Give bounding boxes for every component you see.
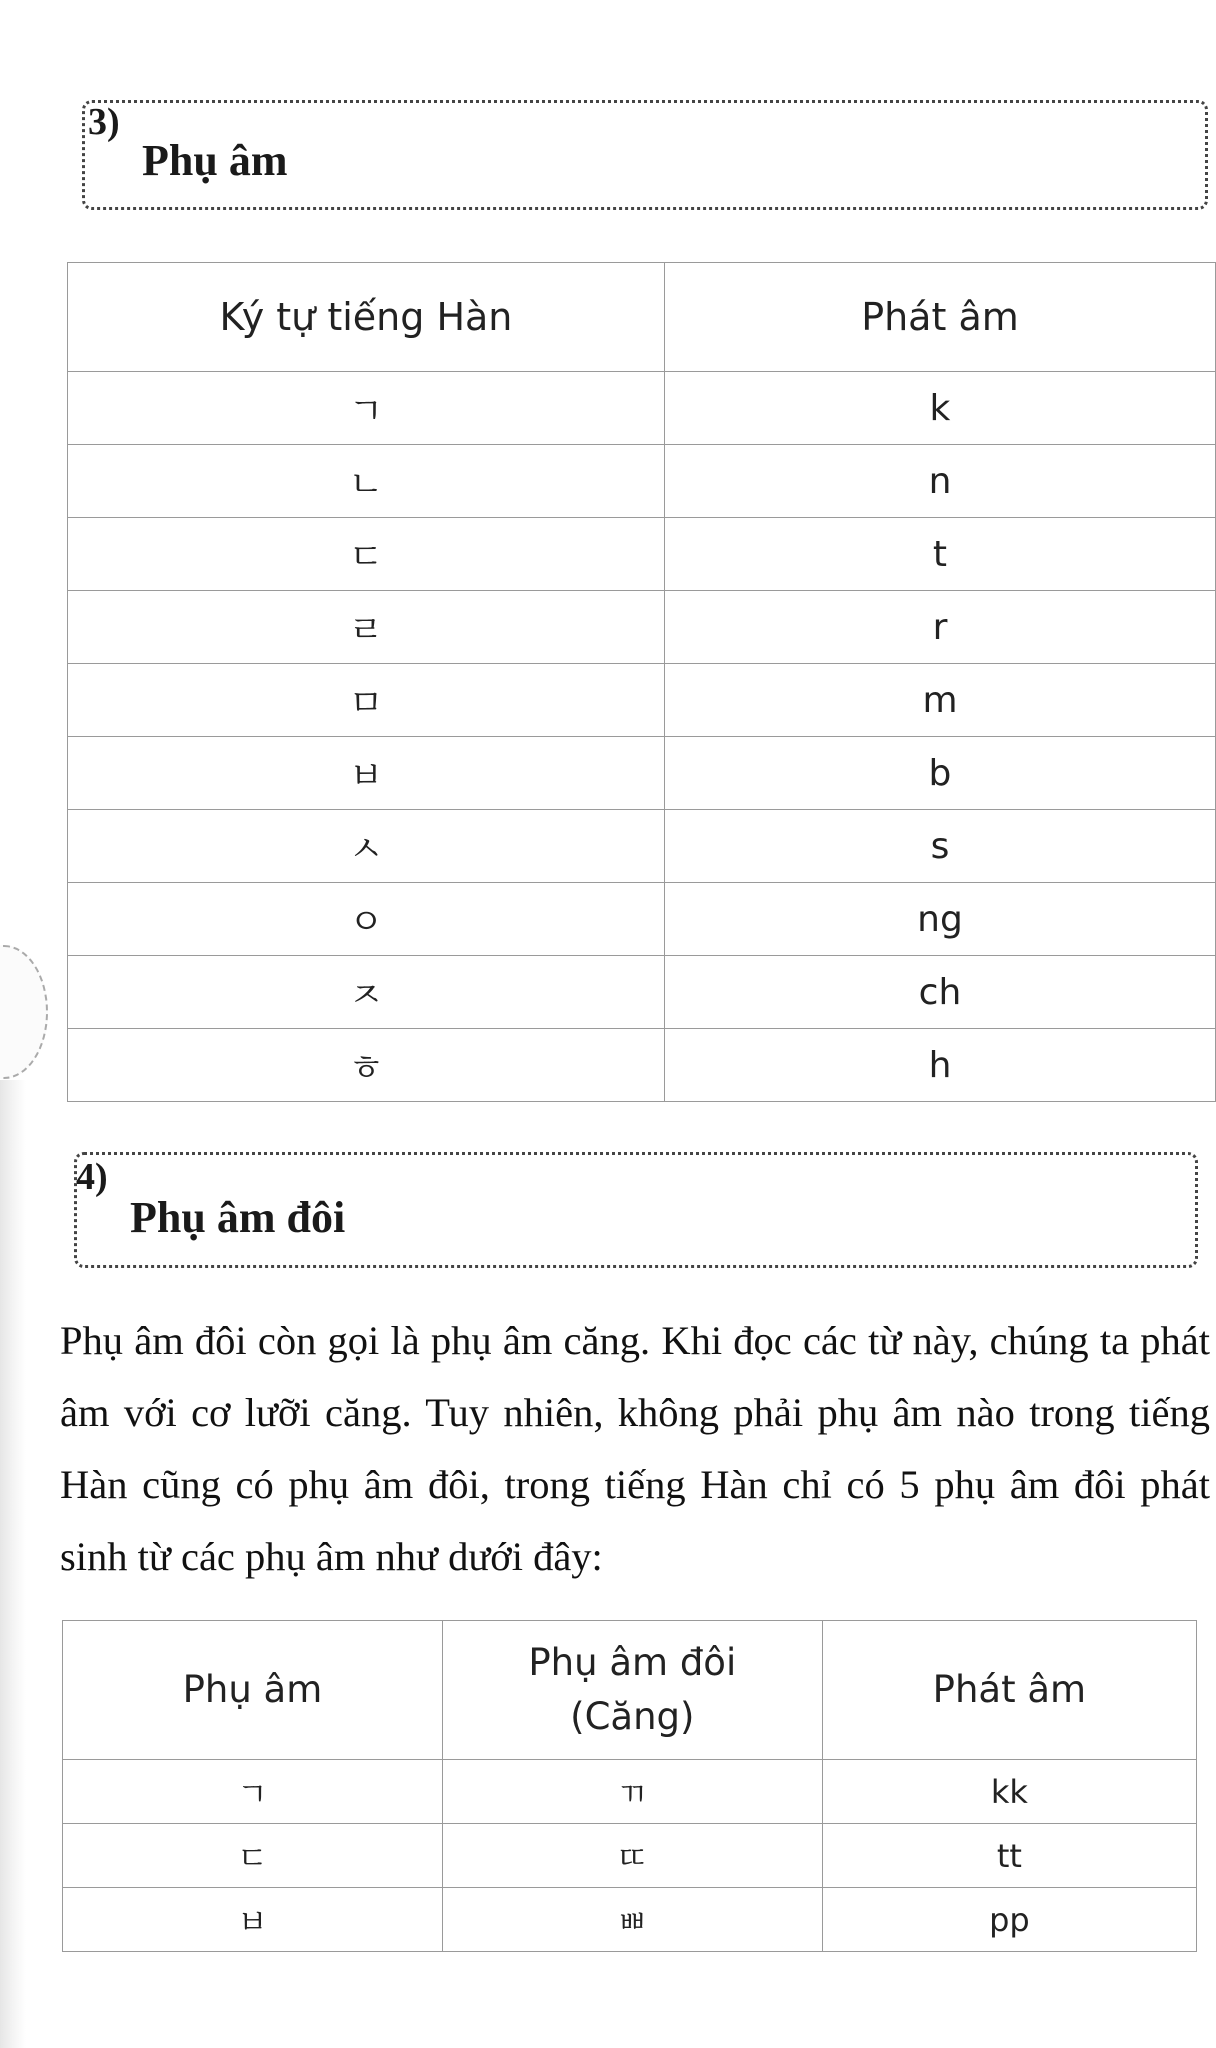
table-row [68,956,1216,1029]
consonant-cell: ㅂ [63,1888,443,1952]
pronunciation-cell: pp [822,1888,1196,1952]
table-row [68,664,1216,737]
korean-character-cell: ㄹ [68,591,665,664]
double-consonant-cell: ㄲ [442,1760,822,1824]
table-row [68,1029,1216,1102]
header-pronunciation: Phát âm [664,263,1215,372]
consonant-table-header-row [68,263,1216,372]
table-row [68,883,1216,956]
consonant-table [67,262,1216,1102]
page-edge-circle [0,945,48,1079]
page-binding-edge [0,1080,26,2048]
table-row [68,591,1216,664]
pronunciation-cell: t [664,518,1215,591]
table-row [68,445,1216,518]
korean-character-cell: ㅂ [68,737,665,810]
pronunciation-cell: m [664,664,1215,737]
consonant-cell: ㄷ [63,1824,443,1888]
header-korean-character: Ký tự tiếng Hàn [68,263,665,372]
pronunciation-cell: n [664,445,1215,518]
table-row [63,1824,1197,1888]
double-consonant-cell: ㄸ [442,1824,822,1888]
double-consonant-cell: ㅃ [442,1888,822,1952]
korean-character-cell: ㅎ [68,1029,665,1102]
korean-character-cell: ㄱ [68,372,665,445]
consonant-cell: ㄱ [63,1760,443,1824]
table-row [68,810,1216,883]
pronunciation-cell: r [664,591,1215,664]
pronunciation-cell: ng [664,883,1215,956]
pronunciation-cell: h [664,1029,1215,1102]
pronunciation-cell: s [664,810,1215,883]
table-row [68,372,1216,445]
korean-character-cell: ㅁ [68,664,665,737]
pronunciation-cell: tt [822,1824,1196,1888]
section-3-number: 3) [88,101,120,143]
korean-character-cell: ㅇ [68,883,665,956]
korean-character-cell: ㅅ [68,810,665,883]
header-double-pronunciation: Phát âm [822,1621,1196,1760]
korean-character-cell: ㄷ [68,518,665,591]
korean-character-cell: ㄴ [68,445,665,518]
section-3-title: Phụ âm [142,136,288,185]
double-table-header-row [63,1621,1197,1760]
double-consonant-description: Phụ âm đôi còn gọi là phụ âm căng. Khi đọc các từ này, chúng ta phát âm với cơ lưỡi căng. Tuy nhiên, không phải phụ âm nào trong tiếng Hàn cũng có phụ âm đôi, trong tiếng Hàn chỉ có 5 phụ âm đôi phát sinh từ các phụ âm như dưới đây: [60,1318,1210,1579]
table-row [63,1760,1197,1824]
section-4-number: 4) [76,1156,108,1198]
header-consonant: Phụ âm [63,1621,443,1760]
table-row [68,518,1216,591]
pronunciation-cell: b [664,737,1215,810]
double-consonant-table [62,1620,1197,1952]
korean-character-cell: ㅈ [68,956,665,1029]
table-row [68,737,1216,810]
table-row [63,1888,1197,1952]
pronunciation-cell: k [664,372,1215,445]
header-double-consonant: Phụ âm đôi (Căng) [442,1621,822,1760]
pronunciation-cell: ch [664,956,1215,1029]
pronunciation-cell: kk [822,1760,1196,1824]
section-4-title: Phụ âm đôi [130,1193,346,1242]
